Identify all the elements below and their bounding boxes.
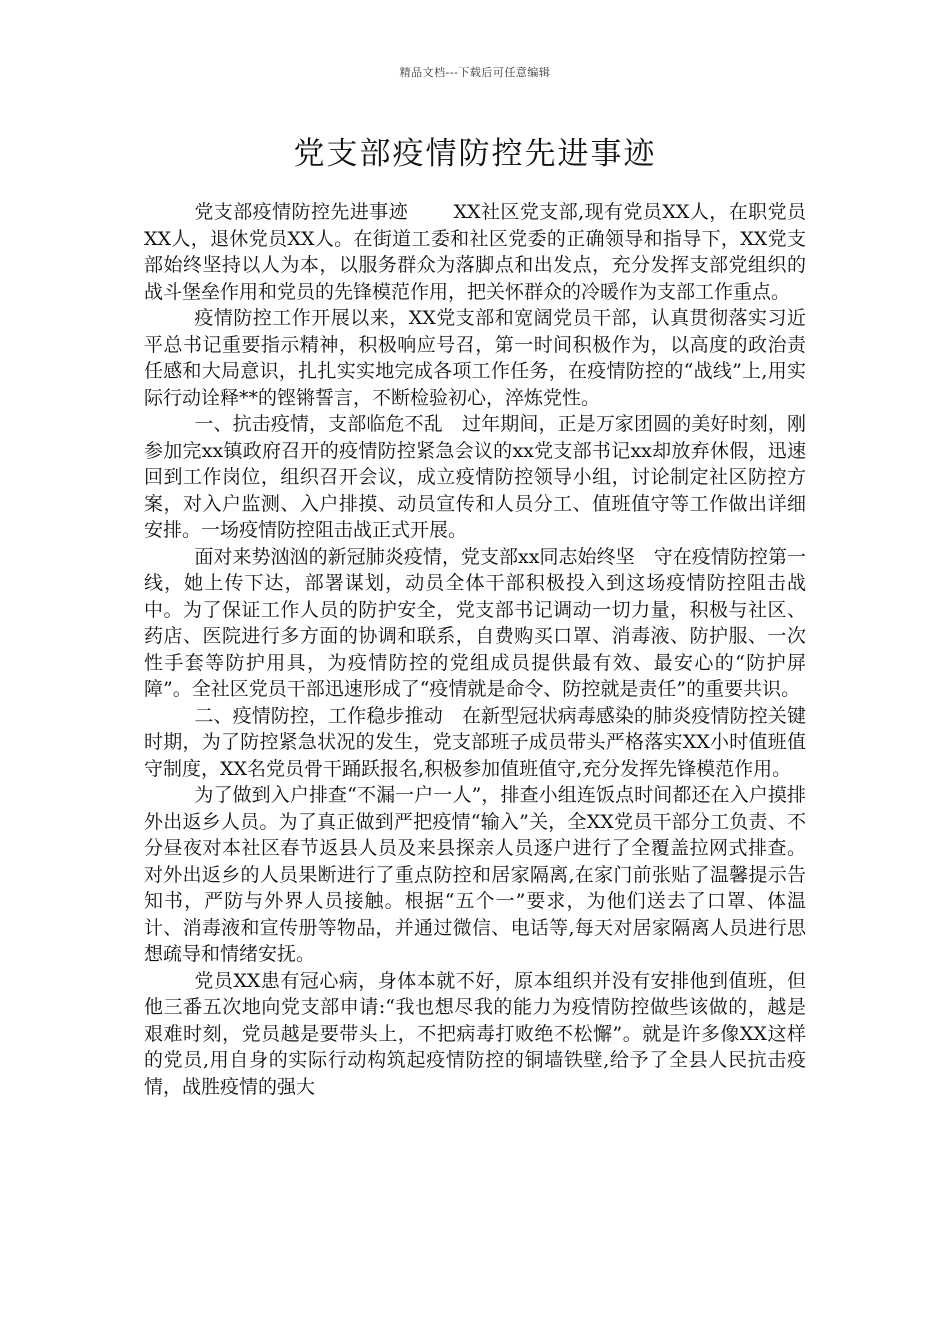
paragraph-section-two: 二、疫情防控，工作稳步推动 在新型冠状病毒感染的肺炎疫情防控关键时期，为了防控紧急状况的发生，党支部班子成员带头严格落实XX小时值班值守制度，XX名党员骨干踊跃报名,积极参加值班值守,充分发挥先锋模范作用。 (144, 704, 806, 780)
paragraph-member-story: 党员XX患有冠心病，身体本就不好，原本组织并没有安排他到值班，但他三番五次地向党支部申请:“我也想尽我的能力为疫情防控做些该做的，越是艰难时刻，党员越是要带头上，不把病毒打败绝不松懈”。就是许多像XX这样的党员,用自身的实际行动构筑起疫情防控的铜墙铁壁,给予了全县人民抗击疫情，战胜疫情的强大 (144, 969, 806, 1098)
paragraph-epidemic-work: 疫情防控工作开展以来，XX党支部和宽阔党员干部，认真贯彻落实习近平总书记重要指示精神，积极响应号召，第一时间积极作为，以高度的政治责任感和大局意识，扎扎实实地完成各项工作任务，在疫情防控的“战线”上,用实际行动诠释**的铿锵誓言，不断检验初心，淬炼党性。 (144, 307, 806, 409)
paragraph-section-one: 一、抗击疫情，支部临危不乱 过年期间，正是万家团圆的美好时刻，刚参加完xx镇政府召开的疫情防控紧急会议的xx党支部书记xx却放弃休假，迅速回到工作岗位，组织召开会议，成立疫情防控领导小组，讨论制定社区防控方案，对入户监测、入户排摸、动员宣传和人员分工、值班值守等工作做出详细安排。一场疫情防控阻击战正式开展。 (144, 413, 806, 541)
paragraph-household-check: 为了做到入户排查“不漏一户一人”，排查小组连饭点时间都还在入户摸排外出返乡人员。为了真正做到严把疫情“输入”关，全XX党员干部分工负责、不分昼夜对本社区春节返县人员及来县探亲人员逐户进行了全覆盖拉网式排查。对外出返乡的人员果断进行了重点防控和居家隔离,在家门前张贴了温馨提示告知书，严防与外界人员接触。根据“五个一”要求，为他们送去了口罩、体温计、消毒液和宣传册等物品，并通过微信、电话等,每天对居家隔离人员进行思想疏导和情绪安抚。 (144, 784, 806, 965)
document-title: 党支部疫情防控先进事迹 (293, 136, 657, 172)
document-body (144, 199, 806, 1100)
paragraph-frontline: 面对来势汹汹的新冠肺炎疫情，党支部xx同志始终坚 守在疫情防控第一线，她上传下达，部署谋划，动员全体干部积极投入到这场疫情防控阻击战中。为了保证工作人员的防护安全，党支部书记调动一切力量，积极与社区、药店、医院进行多方面的协调和联系，自费购买口罩、消毒液、防护服、一次性手套等防护用具，为疫情防控的党组成员提供最有效、最安心的“防护屏障”。全社区党员干部迅速形成了“疫情就是命令、防控就是责任”的重要共识。 (144, 545, 806, 700)
header-note: 精品文档---下载后可任意编辑 (399, 66, 551, 79)
paragraph-intro: 党支部疫情防控先进事迹 XX社区党支部,现有党员XX人，在职党员XX人，退休党员XX人。在街道工委和社区党委的正确领导和指导下，XX党支部始终坚持以人为本，以服务群众为落脚点和出发点，充分发挥支部党组织的战斗堡垒作用和党员的先锋模范作用，把关怀群众的冷暖作为支部工作重点。 (144, 201, 806, 303)
